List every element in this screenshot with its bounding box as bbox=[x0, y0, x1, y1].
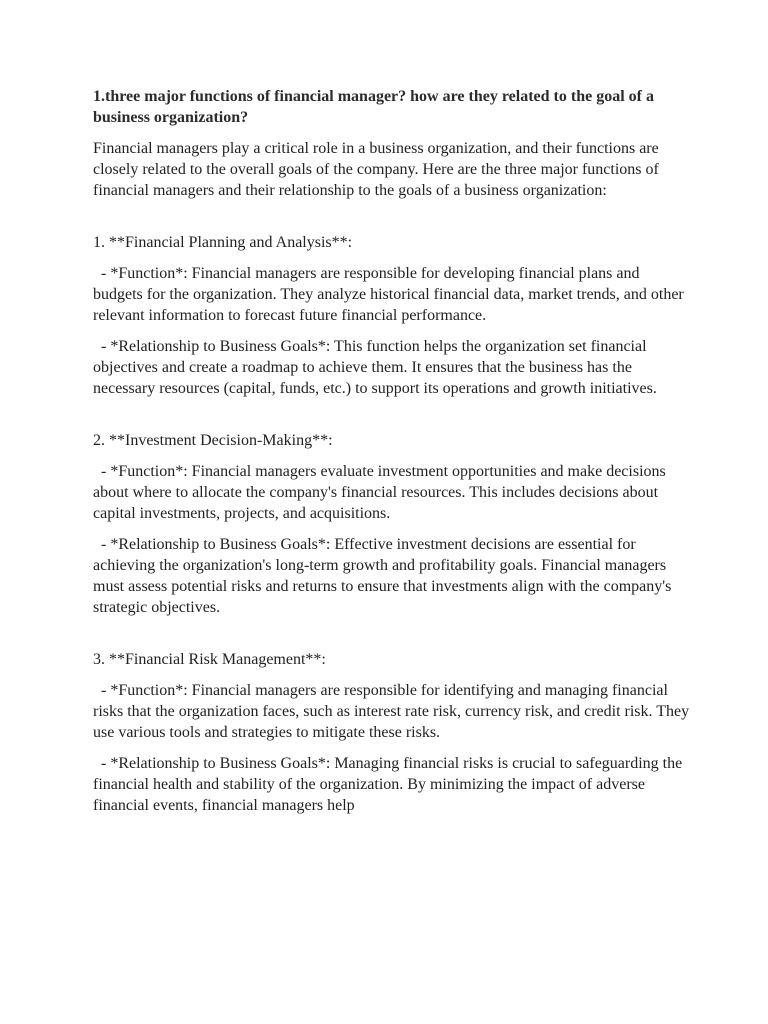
function-paragraph bbox=[93, 680, 693, 743]
function-text: - *Function*: Financial managers evaluate investment opportunities and make decisions about where to allocate the company's financial resources. This includes decisions about capital investments, projects, and acquisitions. bbox=[93, 463, 666, 522]
section-investment-decision bbox=[93, 430, 693, 618]
function-text: - *Function*: Financial managers are responsible for identifying and managing financial risks that the organization faces, such as interest rate risk, currency risk, and credit risk. They use various tools and strategies to mitigate these risks. bbox=[93, 682, 690, 741]
question-heading: 1.three major functions of financial manager? how are they related to the goal of a business organization? bbox=[93, 88, 654, 126]
section-financial-planning bbox=[93, 232, 693, 399]
section-risk-management bbox=[93, 649, 693, 816]
function-text: - *Function*: Financial managers are responsible for developing financial plans and budgets for the organization. They analyze historical financial data, market trends, and other relevant information to forecast future financial performance. bbox=[93, 265, 684, 324]
relationship-paragraph bbox=[93, 753, 693, 816]
function-paragraph bbox=[93, 263, 693, 326]
intro-paragraph: Financial managers play a critical role in a business organization, and their functions are closely related to the overall goals of the company. Here are the three major functions of financial managers and their relationship to the goals of a business organization: bbox=[93, 140, 659, 199]
relationship-text: - *Relationship to Business Goals*: Effective investment decisions are essential for achieving the organization's long-term growth and profitability goals. Financial managers must assess potential risks and returns to ensure that investments align with the company's strategic objectives. bbox=[93, 536, 672, 616]
relationship-paragraph bbox=[93, 336, 693, 399]
relationship-text: - *Relationship to Business Goals*: Managing financial risks is crucial to safeguarding the financial health and stability of the organization. By minimizing the impact of adverse financial events, financial managers help bbox=[93, 755, 683, 814]
document-body bbox=[93, 86, 693, 847]
relationship-paragraph bbox=[93, 534, 693, 618]
section-heading: 1. **Financial Planning and Analysis**: bbox=[93, 234, 353, 251]
section-heading: 2. **Investment Decision-Making**: bbox=[93, 432, 333, 449]
relationship-text: - *Relationship to Business Goals*: This function helps the organization set financial objectives and create a roadmap to achieve them. It ensures that the business has the necessary resources (capital, funds, etc.) to support its operations and growth initiatives. bbox=[93, 338, 657, 397]
function-paragraph bbox=[93, 461, 693, 524]
section-heading: 3. **Financial Risk Management**: bbox=[93, 651, 326, 668]
